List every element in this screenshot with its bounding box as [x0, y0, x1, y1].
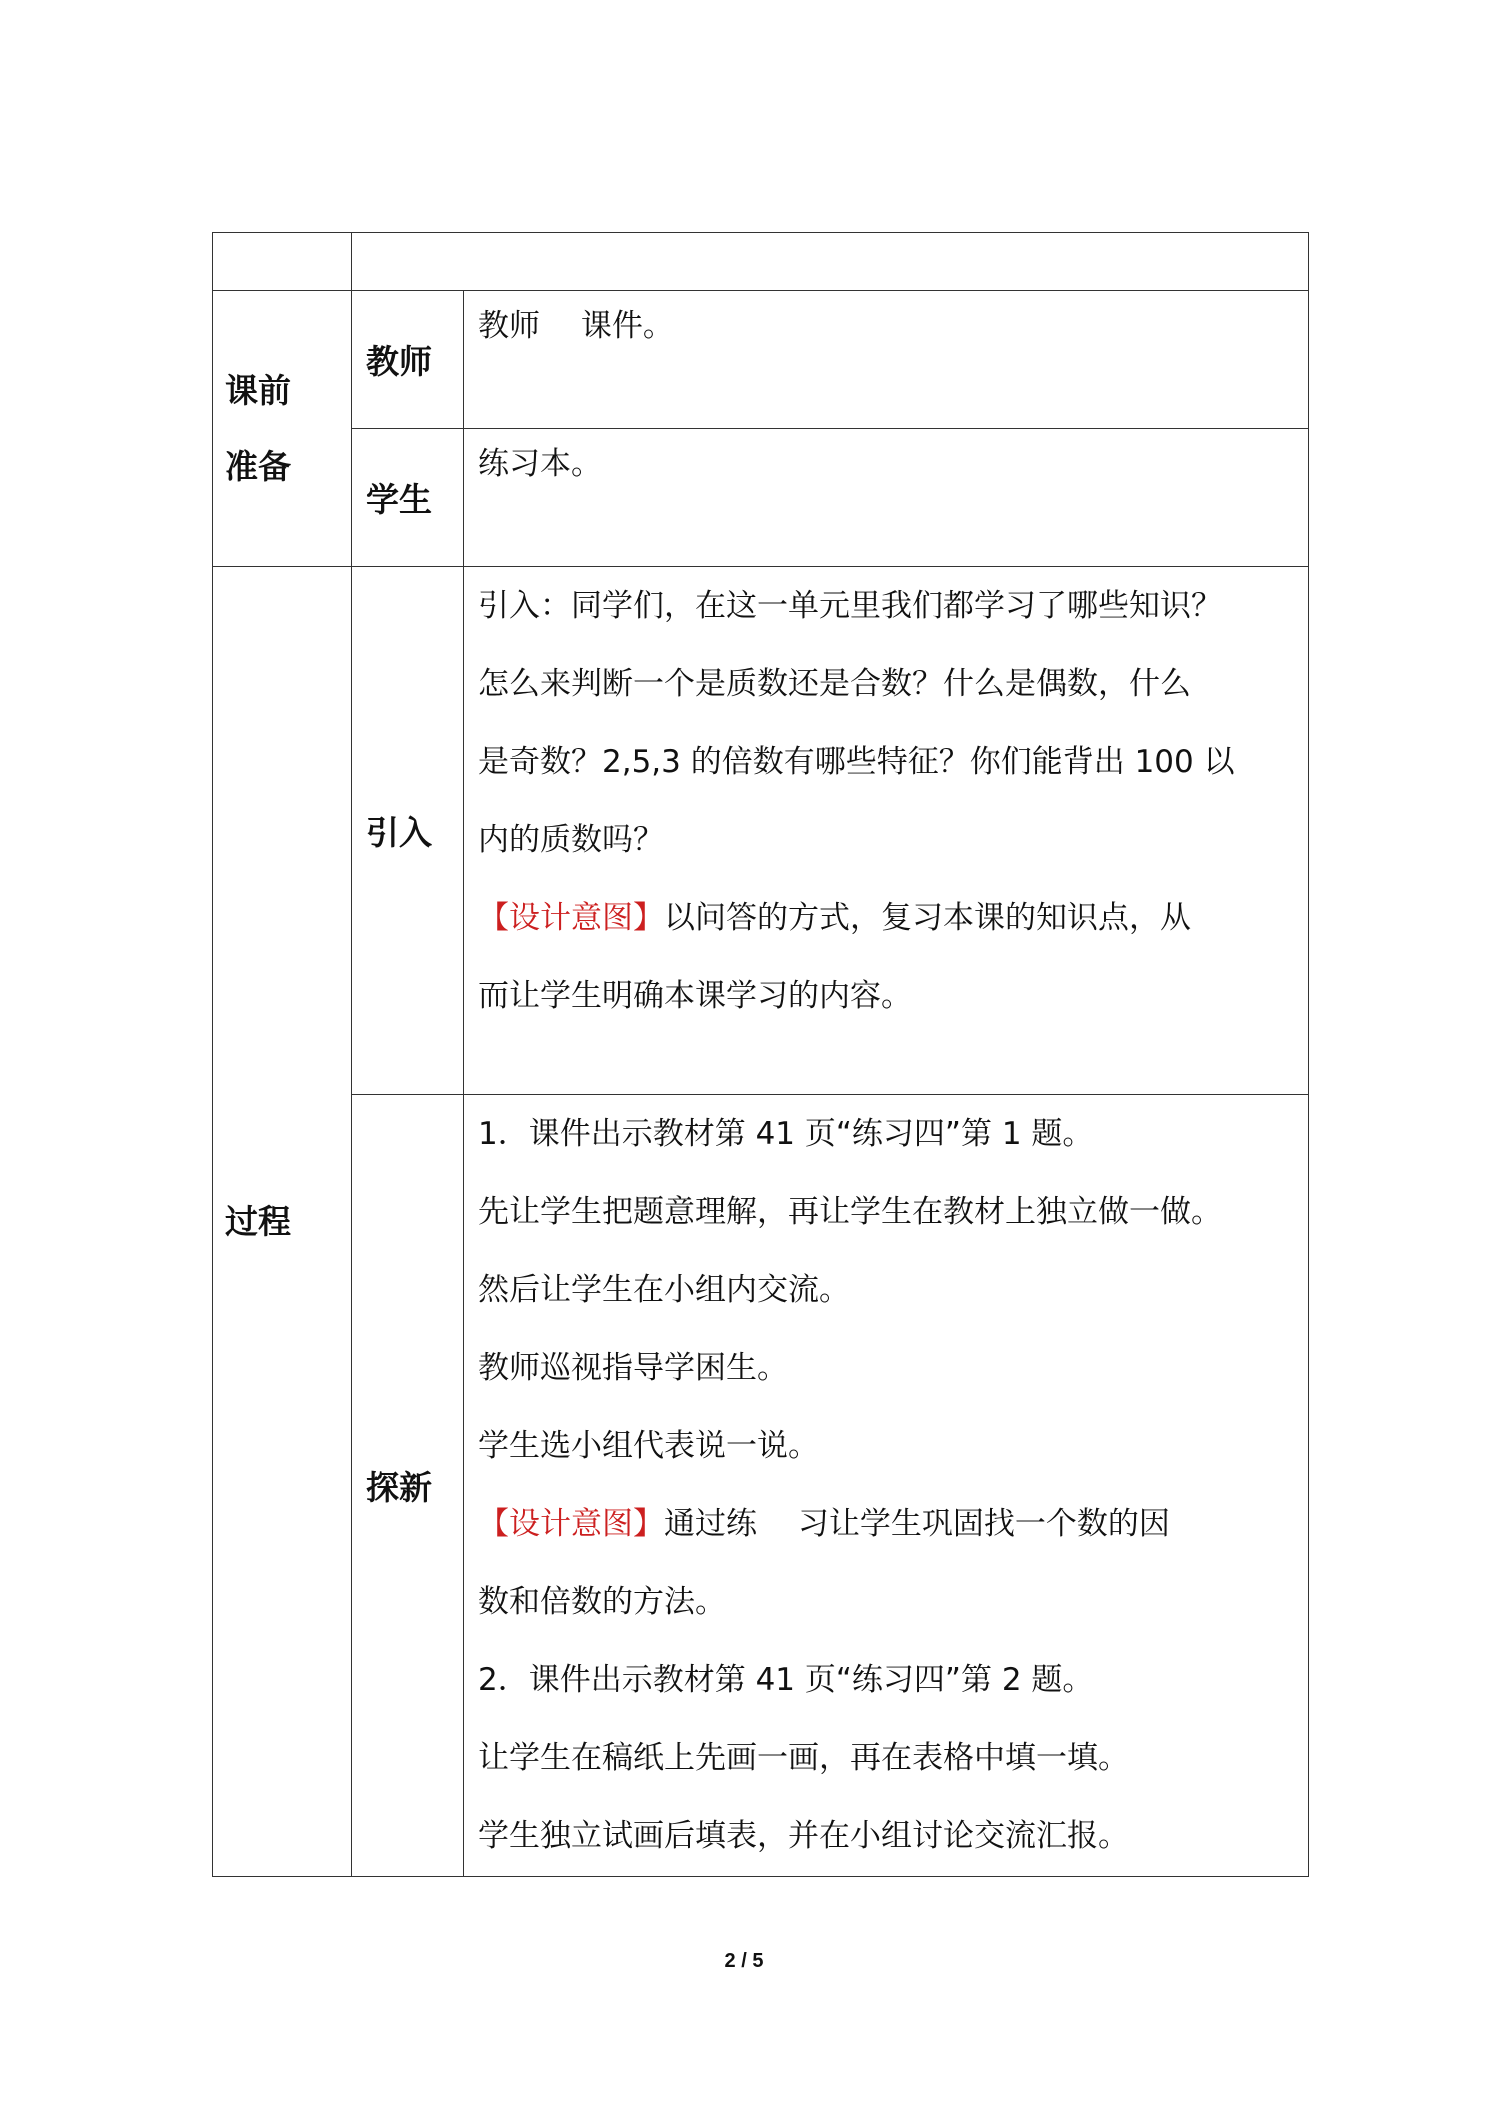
prep-label-line1: 课前: [225, 370, 291, 410]
explore-label: 探新: [366, 1468, 432, 1507]
design-intent-tag: 【设计意图】: [478, 1506, 664, 1542]
teacher-row: [213, 291, 1309, 429]
intro-content-cell: [464, 567, 1309, 1095]
explore-intent-text: 通过练 习让学生巩固找一个数的因: [664, 1506, 1170, 1542]
explore-row: [213, 1095, 1309, 1877]
intro-line: 引入：同学们，在这一单元里我们都学习了哪些知识？: [478, 588, 1222, 624]
explore-line: 让学生在稿纸上先画一画，再在表格中填一填。: [478, 1740, 1129, 1776]
explore-content-cell: [464, 1095, 1309, 1877]
intro-label: 引入: [366, 813, 432, 852]
intro-row: [213, 567, 1309, 1095]
teacher-label: 教师: [366, 342, 432, 381]
prep-label-line2: 准备: [225, 446, 291, 486]
student-label-cell: [352, 429, 464, 567]
intro-label-cell: [352, 567, 464, 1095]
intro-line: 怎么来判断一个是质数还是合数？什么是偶数，什么: [478, 666, 1191, 702]
prep-section-label: [213, 353, 351, 505]
intro-line: 内的质数吗？: [478, 822, 664, 858]
explore-line: 然后让学生在小组内交流。: [478, 1272, 850, 1308]
teacher-content: 教师 课件。: [478, 308, 674, 344]
empty-cell-left: [213, 233, 352, 291]
teacher-label-cell: [352, 291, 464, 429]
explore-intent-line: [478, 1485, 1302, 1563]
explore-line: 1．课件出示教材第 41 页“练习四”第 1 题。: [478, 1116, 1094, 1152]
lesson-plan-table: [212, 232, 1309, 1877]
empty-cell-right: [352, 233, 1309, 291]
design-intent-tag: 【设计意图】: [478, 900, 664, 936]
page-number: 2 / 5: [724, 1950, 764, 1972]
explore-line: 先让学生把题意理解，再让学生在教材上独立做一做。: [478, 1194, 1222, 1230]
explore-line: 2．课件出示教材第 41 页“练习四”第 2 题。: [478, 1662, 1094, 1698]
empty-header-row: [213, 233, 1309, 291]
teacher-content-cell: [464, 291, 1309, 429]
student-content-cell: [464, 429, 1309, 567]
explore-intent-text-cont: 数和倍数的方法。: [478, 1584, 726, 1620]
explore-line: 教师巡视指导学困生。: [478, 1350, 788, 1386]
intro-line: 是奇数？2,5,3 的倍数有哪些特征？你们能背出 100 以: [478, 744, 1235, 780]
student-content: 练习本。: [478, 446, 602, 482]
student-row: [213, 429, 1309, 567]
process-section-label: 过程: [225, 1201, 291, 1241]
intro-intent-text-cont: 而让学生明确本课学习的内容。: [478, 978, 912, 1014]
intro-intent-line: [478, 879, 1302, 957]
process-section-cell: [213, 567, 352, 1877]
student-label: 学生: [366, 480, 432, 519]
explore-label-cell: [352, 1095, 464, 1877]
explore-line: 学生选小组代表说一说。: [478, 1428, 819, 1464]
intro-intent-text: 以问答的方式，复习本课的知识点，从: [664, 900, 1191, 936]
explore-line: 学生独立试画后填表，并在小组讨论交流汇报。: [478, 1818, 1129, 1854]
prep-section-cell: [213, 291, 352, 567]
